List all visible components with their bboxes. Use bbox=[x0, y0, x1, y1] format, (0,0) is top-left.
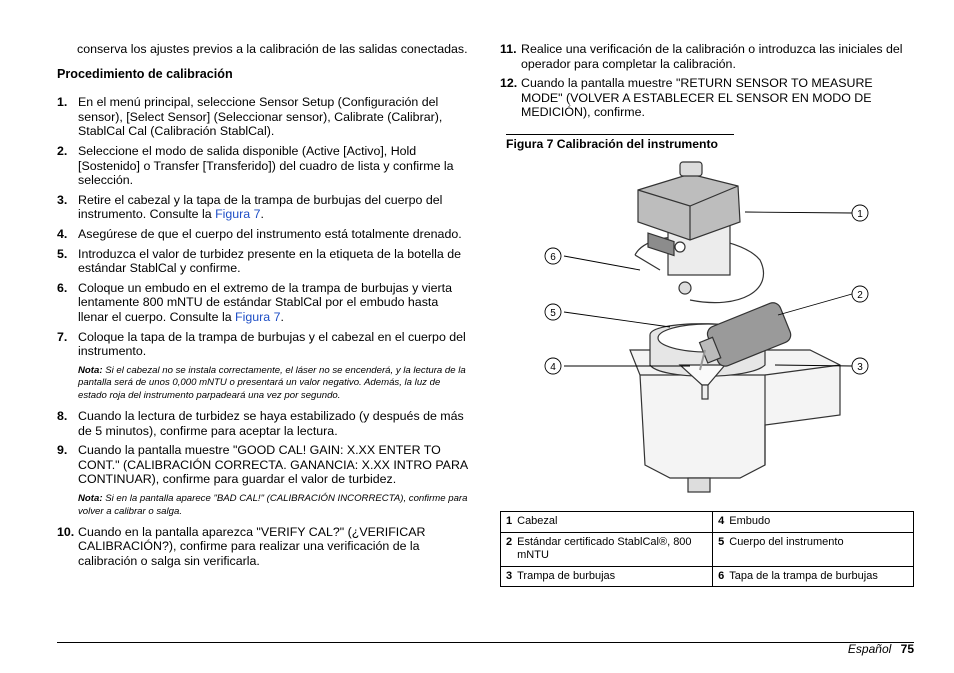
callout-2-label: 2 bbox=[857, 290, 863, 301]
step-2: 2. Seleccione el modo de salida disponible (Active [Activo], Hold [Sostenido] o Transfer [Transferido]) del cuadro de lista y confirme la selección. bbox=[57, 143, 454, 188]
callout-4-label: 4 bbox=[550, 362, 556, 373]
figure-7-link[interactable]: Figura 7 bbox=[235, 309, 281, 324]
footer-language: Español bbox=[847, 642, 892, 656]
calibration-steps-continued bbox=[500, 42, 914, 120]
callout-5-label: 5 bbox=[550, 308, 556, 319]
step-3: 3. Retire el cabezal y la tapa de la trampa de burbujas del cuerpo del instrumento. Consulte la Figura 7. bbox=[57, 192, 443, 222]
step-12: 12. Cuando la pantalla muestre "RETURN SENSOR TO MEASURE MODE" (VOLVER A ESTABLECER EL SENSOR EN MODO DE MEDICIÓN), confirme. bbox=[500, 76, 873, 120]
note-step-9: Nota: Si en la pantalla aparece "BAD CAL!" (CALIBRACIÓN INCORRECTA), confirme para volver a calibrar o salga. bbox=[78, 493, 468, 517]
step-11: 11. Realice una verificación de la calibración o introduzca las iniciales del operador para completar la calibración. bbox=[500, 42, 903, 71]
intro-paragraph: conserva los ajustes previos a la calibración de las salidas conectadas. bbox=[77, 42, 468, 56]
step-1: 1. En el menú principal, seleccione Sensor Setup (Configuración del sensor), [Select Sensor] (Seleccionar sensor), Calibrate (Calibrar), StablCal Cal (Calibración StablCal). bbox=[57, 95, 443, 139]
callout-6-label: 6 bbox=[550, 252, 556, 263]
step-5: 5. Introduzca el valor de turbidez presente en la etiqueta de la botella de estándar StablCal y confirme. bbox=[57, 246, 461, 276]
page-number: 75 bbox=[900, 642, 914, 656]
step-4: 4. Asegúrese de que el cuerpo del instrumento está totalmente drenado. bbox=[57, 226, 462, 241]
left-column bbox=[57, 42, 469, 573]
step-10: 10. Cuando en la pantalla aparezca "VERIFY CAL?" (¿VERIFICAR CALIBRACIÓN?), confirme para realizar una verificación de la calibración o salga sin verificarla. bbox=[57, 524, 426, 568]
table-row: 3 Trampa de burbujas 6 Tapa de la trampa de burbujas bbox=[501, 566, 914, 587]
right-column bbox=[500, 42, 914, 152]
note-step-7: Nota: Si el cabezal no se instala correctamente, el láser no se encenderá, y la lectura de la pantalla será de unos 0,000 mNTU o presentará un valor negativo. Además, la luz de estado roja del instrumento parpadeará una vez por segundo. bbox=[78, 364, 466, 402]
figure-caption: Figura 7 Calibración del instrumento bbox=[506, 134, 734, 152]
page-footer bbox=[848, 642, 914, 656]
step-8: 8. Cuando la lectura de turbidez se haya estabilizado (y después de más de 5 minutos), confirme para aceptar la lectura. bbox=[57, 409, 464, 438]
figure-legend-table bbox=[500, 511, 914, 587]
step-6: 6. Coloque un embudo en el extremo de la trampa de burbujas y vierta lentamente 800 mNTU de estándar StablCal por el embudo hasta llenar el cuerpo. Consulte la Figura 7. bbox=[57, 280, 453, 324]
callout-3-label: 3 bbox=[857, 362, 863, 373]
calibration-steps bbox=[57, 95, 469, 568]
section-title: Procedimiento de calibración bbox=[57, 66, 233, 81]
step-9: 9. Cuando la pantalla muestre "GOOD CAL! GAIN: X.XX ENTER TO CONT." (CALIBRACIÓN CORRECTA. GANANCIA: X.XX INTRO PARA CONTINUAR), confirme para guardar el valor de turbidez. Nota: Si en la pantalla aparece "BAD CAL!" (CALIBRACIÓN INCORRECTA), confirme para volver a calibrar o salga. bbox=[57, 443, 468, 517]
instrument-calibration-figure bbox=[540, 160, 912, 500]
footer-rule bbox=[57, 642, 914, 643]
step-7: 7. Coloque la tapa de la trampa de burbujas y el cabezal en el cuerpo del instrumento. Nota: Si el cabezal no se instala correctamente, el láser no se encenderá, y la lectura de la pantalla será de unos 0,000 mNTU o presentará un valor negativo. Además, la luz de estado roja del instrumento parpadeará una vez por segundo. bbox=[57, 330, 469, 404]
table-row: 1 Cabezal 4 Embudo bbox=[501, 512, 914, 533]
callout-1-label: 1 bbox=[857, 209, 863, 220]
figure-7-link[interactable]: Figura 7 bbox=[215, 207, 261, 222]
table-row: 2 Estándar certificado StablCal®, 800 mNTU 5 Cuerpo del instrumento bbox=[501, 532, 914, 566]
